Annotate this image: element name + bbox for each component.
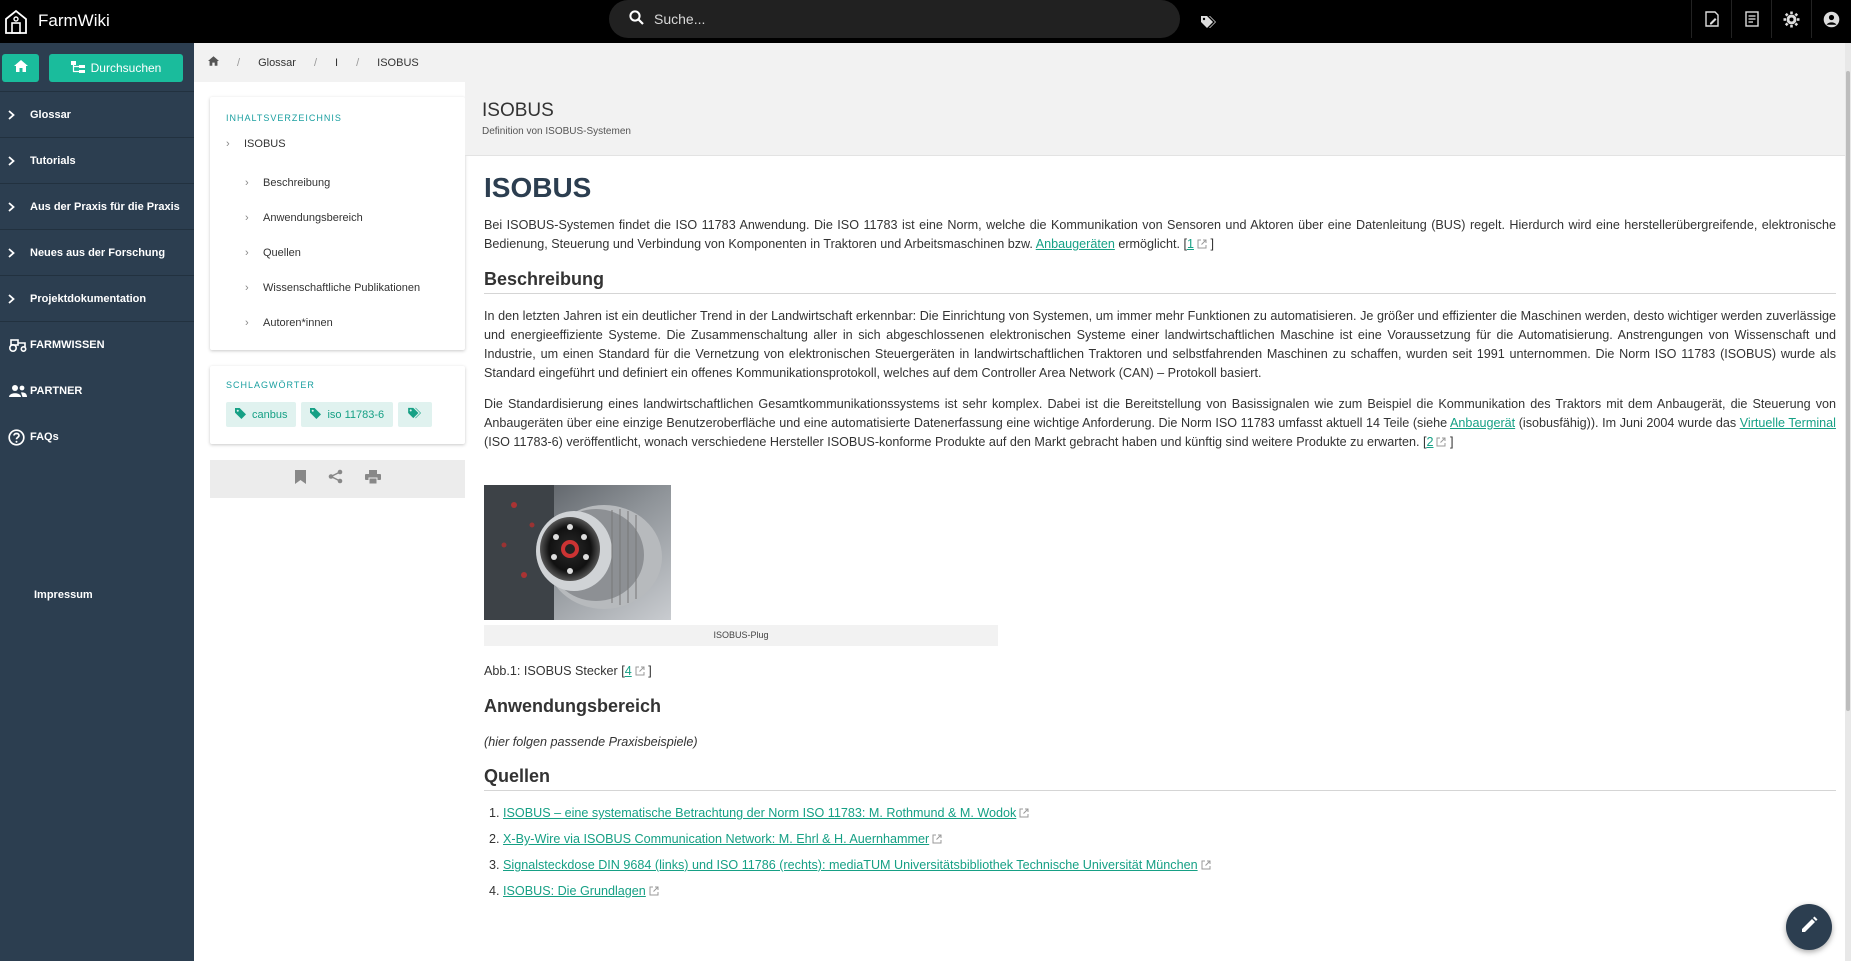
sidebar-item-projektdokumentation[interactable] (0, 276, 194, 322)
figure-reference (484, 662, 1836, 682)
page-title: ISOBUS (482, 100, 554, 121)
page-header (465, 82, 1845, 156)
source-link[interactable]: X-By-Wire via ISOBUS Communication Network: M. Ehrl & H. Auernhammer (503, 832, 930, 846)
left-column (210, 97, 465, 498)
page-list-icon[interactable] (1731, 0, 1771, 38)
source-link[interactable]: Signalsteckdose DIN 9684 (links) und ISO 11786 (rechts): mediaTUM Universitätsbibliothek Technische Universität München (503, 858, 1198, 872)
sidebar-item-tutorials[interactable] (0, 138, 194, 184)
breadcrumb-separator: / (313, 56, 318, 69)
page-tools (210, 460, 465, 498)
sidebar-item-label: Tutorials (30, 154, 76, 167)
sidebar-item-label: FAQs (30, 431, 59, 443)
paragraph-text: ] (1446, 435, 1454, 449)
chevron-right-icon (4, 110, 30, 120)
scrollbar[interactable] (1845, 43, 1851, 961)
search-box[interactable] (609, 0, 1180, 38)
share-icon[interactable] (328, 469, 343, 489)
home-icon (14, 59, 28, 77)
tractor-icon (4, 338, 30, 352)
chevron-right-icon (4, 202, 30, 212)
toc-item-autoren[interactable] (226, 305, 449, 340)
sidebar-item-faqs[interactable] (0, 414, 194, 460)
print-icon[interactable] (365, 470, 381, 489)
link-anbaugeraet[interactable]: Anbaugerät (1450, 416, 1516, 430)
breadcrumb-item-current: ISOBUS (377, 56, 419, 69)
caption-text: Abb.1: ISOBUS Stecker [ (484, 664, 625, 678)
section-heading-beschreibung: Beschreibung (484, 267, 1836, 294)
sidebar-item-praxis[interactable] (0, 184, 194, 230)
pencil-icon (1800, 916, 1818, 939)
toc-item-label: Anwendungsbereich (263, 211, 363, 224)
chevron-right-icon (4, 156, 30, 166)
sidebar-item-label: PARTNER (30, 385, 83, 397)
sources-list (484, 804, 1836, 902)
search-input[interactable] (654, 11, 1134, 27)
chevron-right-icon: › (245, 316, 249, 329)
chevron-right-icon (4, 248, 30, 258)
tag-label: canbus (252, 408, 288, 421)
tag-chip[interactable] (226, 402, 296, 427)
link-virtuelle-terminal[interactable]: Virtuelle Terminal (1739, 416, 1836, 430)
intro-text: ermöglicht. [ (1114, 237, 1187, 251)
sidebar-item-partner[interactable] (0, 368, 194, 414)
external-link-icon (1436, 434, 1446, 453)
chevron-right-icon: › (245, 281, 249, 294)
toc-item-publikationen[interactable] (226, 270, 449, 305)
source-link[interactable]: ISOBUS – eine systematische Betrachtung der Norm ISO 11783: M. Rothmund & M. Wodok (503, 806, 1017, 820)
tag-list (226, 402, 449, 427)
breadcrumb-item-glossar[interactable]: Glossar (258, 56, 296, 69)
sidebar-item-label: Projektdokumentation (30, 292, 147, 305)
sitemap-icon (71, 61, 85, 76)
paragraph-text: (ISO 11783-6) veröffentlicht, wonach verschiedene Hersteller ISOBUS-konforme Produkte auf den Markt gebracht haben und künftig sind weitere Produkte zu erwarten. [ (484, 435, 1427, 449)
tag-icon (310, 408, 321, 422)
toc-item-root[interactable] (226, 135, 449, 153)
article-heading: ISOBUS (484, 172, 592, 203)
sidebar-top (0, 43, 194, 92)
source-link[interactable]: ISOBUS: Die Grundlagen (503, 884, 646, 898)
tags-card (210, 366, 465, 444)
external-link-icon (1201, 857, 1211, 876)
reference-link-2[interactable]: 2 (1426, 435, 1434, 449)
section-heading-anwendungsbereich: Anwendungsbereich (484, 696, 662, 716)
intro-text: ] (1206, 237, 1214, 251)
home-icon[interactable] (208, 56, 219, 69)
chevron-right-icon: › (245, 211, 249, 224)
chevron-right-icon (4, 294, 30, 304)
list-item (503, 804, 1836, 824)
search-icon (629, 10, 644, 28)
breadcrumb-separator: / (237, 56, 241, 69)
sidebar-item-label: Aus der Praxis für die Praxis (30, 200, 180, 213)
article (484, 170, 1836, 908)
figure-isobus-plug (484, 485, 998, 646)
bookmark-icon[interactable] (295, 470, 306, 489)
chevron-right-icon: › (245, 176, 249, 189)
toc-item-label: Quellen (263, 246, 301, 259)
external-link-icon (932, 831, 942, 850)
users-icon (4, 384, 30, 398)
intro-text: Bei ISOBUS-Systemen findet die ISO 11783 Anwendung. Die ISO 11783 ist eine Norm, welche die Kommunikation von Sensoren und Aktoren über eine Datenleitung (BUS) regelt. Hierdurch wird eine herstellerübergreifende, elektronische Bedienung, Steuerung und Verbindung von Komponenten in Traktoren und Arbeitsmaschinen bzw. (484, 218, 1836, 251)
browse-label: Durchsuchen (90, 61, 162, 75)
home-button[interactable] (2, 54, 39, 82)
reference-link-4[interactable]: 4 (624, 664, 632, 678)
external-link-icon (1019, 805, 1029, 824)
sidebar-item-label: Neues aus der Forschung (30, 246, 166, 259)
sidebar-item-label: Glossar (30, 108, 71, 121)
tag-chip[interactable] (301, 402, 393, 427)
list-item (503, 856, 1836, 876)
list-item (503, 882, 1836, 902)
tags-icon[interactable] (1196, 9, 1222, 35)
beschreibung-paragraph-2 (484, 395, 1836, 453)
anwendung-text: (hier folgen passende Praxisbeispiele) (484, 735, 698, 749)
sidebar-item-forschung[interactable] (0, 230, 194, 276)
paragraph-text: Die Standardisierung eines landwirtschaftlichen Gesamtkommunikationssystems ist sehr komplex. Dabei ist die Bereitstellung von Basissignalen wie zum Beispiel die Kommunikation des Traktors mit dem Anbaugerät, die Steuerung von Anbaugeräten über eine einzige Benutzeroberfläche und eine automatisierte Datenerfassung eine wichtige Anforderung. Die Norm ISO 11783 umfasst aktuell 14 Teile (siehe (484, 397, 1836, 430)
question-circle-icon (4, 429, 30, 446)
all-tags-button[interactable] (398, 402, 432, 427)
impressum-link[interactable]: Impressum (34, 589, 93, 601)
tags-title: SCHLAGWÖRTER (226, 380, 315, 390)
reference-link-1[interactable]: 1 (1186, 237, 1194, 251)
top-actions (1691, 0, 1851, 38)
toc-item-label: Wissenschaftliche Publikationen (263, 281, 421, 294)
toc-item-quellen[interactable] (226, 235, 449, 270)
top-bar (0, 0, 1851, 43)
brand[interactable] (4, 8, 110, 34)
scrollbar-thumb[interactable] (1846, 71, 1850, 711)
isobus-plug-image[interactable] (484, 485, 671, 620)
sidebar (0, 43, 194, 961)
farm-logo-icon (4, 8, 28, 34)
intro-paragraph (484, 216, 1836, 255)
toc-item-label: Autoren*innen (263, 316, 333, 329)
caption-text: ] (644, 664, 652, 678)
table-of-contents (210, 97, 465, 350)
breadcrumb-separator: / (356, 56, 360, 69)
sidebar-item-label: FARMWISSEN (30, 339, 105, 351)
toc-item-anwendungsbereich[interactable] (226, 200, 449, 235)
chevron-right-icon: › (226, 138, 230, 150)
edit-button[interactable] (1786, 904, 1832, 950)
external-link-icon (1197, 236, 1207, 255)
tags-icon (407, 407, 423, 422)
toc-item-label: ISOBUS (244, 138, 286, 150)
app-title: FarmWiki (38, 11, 110, 30)
beschreibung-paragraph-1: In den letzten Jahren ist ein deutlicher Trend in der Landwirtschaft erkennbar: Die Einrichtung von Systemen, um immer mehr Funktionen zu automatisieren. Je größer und effizienter die Maschinen werden, desto wichtiger werden zuverlässige und energieeffiziente Systeme. Die Zusammenschaltung aller in sich abgeschlossenen elektronischen Systeme einer landwirtschaftlichen Maschine ist eine Voraussetzung für die Automatisierung. Anstrengungen von Wissenschaft und Industrie, um einen Standard für die Vernetzung von elektronischen Steuergeräten in landwirtschaftlichen Traktoren und selbstfahrenden Maschinen zu schaffen, wurden seit 1991 unternommen. Die Norm ISO 11783 (ISOBUS) wurde als Standard eingeführt und definiert ein offenes Kommunikationsprotokoll, welches auf dem Controller Area Network (CAN) – Protokoll basiert. (484, 309, 1836, 380)
figure-caption: ISOBUS-Plug (484, 625, 998, 646)
new-page-icon[interactable] (1691, 0, 1731, 38)
breadcrumb (194, 43, 1845, 82)
tag-label: iso 11783-6 (327, 408, 385, 421)
external-link-icon (635, 663, 645, 682)
paragraph-text: (isobusfähig)). Im Juni 2004 wurde das (1515, 416, 1740, 430)
external-link-icon (649, 883, 659, 902)
toc-title: INHALTSVERZEICHNIS (226, 113, 342, 123)
list-item (503, 830, 1836, 850)
link-anbaugeraeten[interactable]: Anbaugeräten (1035, 237, 1115, 251)
account-icon[interactable] (1811, 0, 1851, 38)
gear-icon[interactable] (1771, 0, 1811, 38)
sidebar-item-farmwissen[interactable] (0, 322, 194, 368)
browse-button[interactable] (49, 54, 183, 82)
chevron-right-icon: › (245, 246, 249, 259)
section-heading-quellen: Quellen (484, 764, 1836, 791)
sidebar-item-glossar[interactable] (0, 92, 194, 138)
breadcrumb-item-letter[interactable]: I (335, 56, 339, 69)
page-subtitle: Definition von ISOBUS-Systemen (482, 126, 631, 137)
tag-icon (235, 408, 246, 422)
toc-item-beschreibung[interactable] (226, 165, 449, 200)
toc-item-label: Beschreibung (263, 176, 331, 189)
